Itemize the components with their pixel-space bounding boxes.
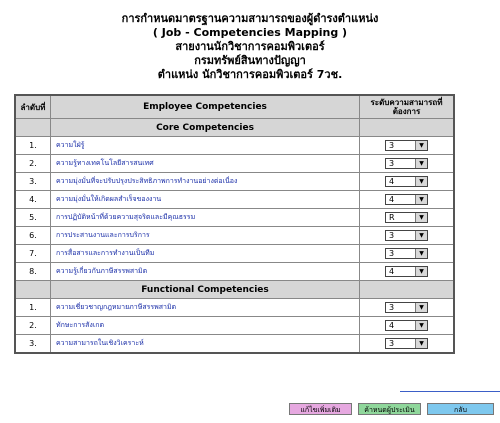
level-select[interactable]	[385, 302, 428, 313]
dropdown-arrow-icon[interactable]: ▼	[415, 339, 427, 348]
col-header-employee-competencies: Employee Competencies	[51, 95, 360, 119]
title-line: ( Job - Competencies Mapping )	[152, 26, 348, 39]
dropdown-arrow-icon[interactable]: ▼	[415, 321, 427, 330]
row-number: 3.	[15, 173, 51, 191]
competency-name: การประสานงานและการบริการ	[51, 227, 360, 245]
dropdown-arrow-icon[interactable]: ▼	[415, 231, 427, 240]
table-row	[15, 335, 454, 354]
dropdown-arrow-icon[interactable]: ▼	[415, 177, 427, 186]
level-select[interactable]	[385, 338, 428, 349]
level-select[interactable]	[385, 140, 428, 151]
row-number: 7.	[15, 245, 51, 263]
table-row	[15, 173, 454, 191]
level-cell	[360, 155, 455, 173]
back-button[interactable]: กลับ	[427, 403, 494, 415]
section-title: Core Competencies	[51, 119, 360, 137]
level-select[interactable]	[385, 248, 428, 259]
competency-name: ทักษะการสังเกต	[51, 317, 360, 335]
table-row	[15, 191, 454, 209]
row-number: 8.	[15, 263, 51, 281]
dropdown-arrow-icon[interactable]: ▼	[415, 303, 427, 312]
level-value: 4	[389, 267, 395, 276]
row-number: 5.	[15, 209, 51, 227]
col-header-required-level: ระดับความสามารถที่ต้องการ	[360, 95, 455, 119]
section-cell-empty	[360, 119, 455, 137]
level-value: 4	[389, 195, 395, 204]
section-row	[15, 281, 454, 299]
table-row	[15, 227, 454, 245]
col-header-no: ลำดับที่	[15, 95, 51, 119]
level-value: 3	[389, 339, 395, 348]
row-number: 1.	[15, 137, 51, 155]
table-row	[15, 155, 454, 173]
level-value: 4	[389, 321, 395, 330]
level-value: 3	[389, 159, 395, 168]
competency-name: ความรู้เกี่ยวกับภาษีสรรพสามิต	[51, 263, 360, 281]
level-cell	[360, 209, 455, 227]
level-value: 3	[389, 141, 395, 150]
page-header	[0, 12, 500, 82]
divider-line	[400, 391, 500, 392]
competency-table	[14, 94, 455, 354]
competency-name: ความมุ่งมั่นที่จะปรับปรุงประสิทธิภาพการทำงานอย่างต่อเนื่อง	[51, 173, 360, 191]
dropdown-arrow-icon[interactable]: ▼	[415, 213, 427, 222]
level-select[interactable]	[385, 176, 428, 187]
level-cell	[360, 317, 455, 335]
level-cell	[360, 245, 455, 263]
row-number: 3.	[15, 335, 51, 354]
competency-name: ความรู้ทางเทคโนโลยีสารสนเทศ	[51, 155, 360, 173]
level-cell	[360, 137, 455, 155]
level-value: 3	[389, 249, 395, 258]
competency-name: ความเชี่ยวชาญกฎหมายภาษีสรรพสามิต	[51, 299, 360, 317]
level-select[interactable]	[385, 320, 428, 331]
competency-name: ความสามารถในเชิงวิเคราะห์	[51, 335, 360, 354]
level-select[interactable]	[385, 230, 428, 241]
dropdown-arrow-icon[interactable]: ▼	[415, 267, 427, 276]
level-select[interactable]	[385, 158, 428, 169]
level-cell	[360, 299, 455, 317]
section-cell-empty	[360, 281, 455, 299]
title-line: สายงานนักวิชาการคอมพิวเตอร์	[175, 40, 325, 53]
edit-button[interactable]: แก้ไขเพิ่มเติม	[289, 403, 352, 415]
level-cell	[360, 263, 455, 281]
table-row	[15, 299, 454, 317]
dropdown-arrow-icon[interactable]: ▼	[415, 195, 427, 204]
level-value: 3	[389, 231, 395, 240]
row-number: 1.	[15, 299, 51, 317]
section-row	[15, 119, 454, 137]
competency-name: การปฏิบัติหน้าที่ด้วยความสุจริตและมีคุณธรรม	[51, 209, 360, 227]
title-line: กรมทรัพย์สินทางปัญญา	[194, 54, 306, 67]
table-row	[15, 137, 454, 155]
competency-name: ความมุ่งมั่นให้เกิดผลสำเร็จของงาน	[51, 191, 360, 209]
table-row	[15, 317, 454, 335]
level-value: 4	[389, 177, 395, 186]
title-line: ตำแหน่ง นักวิชาการคอมพิวเตอร์ 7วช.	[157, 68, 343, 81]
row-number: 4.	[15, 191, 51, 209]
section-cell-empty	[15, 281, 51, 299]
dropdown-arrow-icon[interactable]: ▼	[415, 159, 427, 168]
competency-name: ความใฝ่รู้	[51, 137, 360, 155]
level-select[interactable]	[385, 194, 428, 205]
row-number: 2.	[15, 155, 51, 173]
assign-evaluator-button[interactable]: ค้าหนดผู้ประเมิน	[358, 403, 421, 415]
level-value: R	[389, 213, 395, 222]
table-row	[15, 245, 454, 263]
row-number: 6.	[15, 227, 51, 245]
table-row	[15, 263, 454, 281]
level-select[interactable]	[385, 212, 428, 223]
table-row	[15, 209, 454, 227]
level-cell	[360, 173, 455, 191]
section-title: Functional Competencies	[51, 281, 360, 299]
dropdown-arrow-icon[interactable]: ▼	[415, 141, 427, 150]
level-cell	[360, 227, 455, 245]
title-line: การกำหนดมาตรฐานความสามารถของผู้ดำรงตำแหน่ง	[121, 12, 379, 25]
level-select[interactable]	[385, 266, 428, 277]
dropdown-arrow-icon[interactable]: ▼	[415, 249, 427, 258]
section-cell-empty	[15, 119, 51, 137]
competency-name: การสื่อสารและการทำงานเป็นทีม	[51, 245, 360, 263]
level-cell	[360, 191, 455, 209]
row-number: 2.	[15, 317, 51, 335]
level-value: 3	[389, 303, 395, 312]
level-cell	[360, 335, 455, 354]
